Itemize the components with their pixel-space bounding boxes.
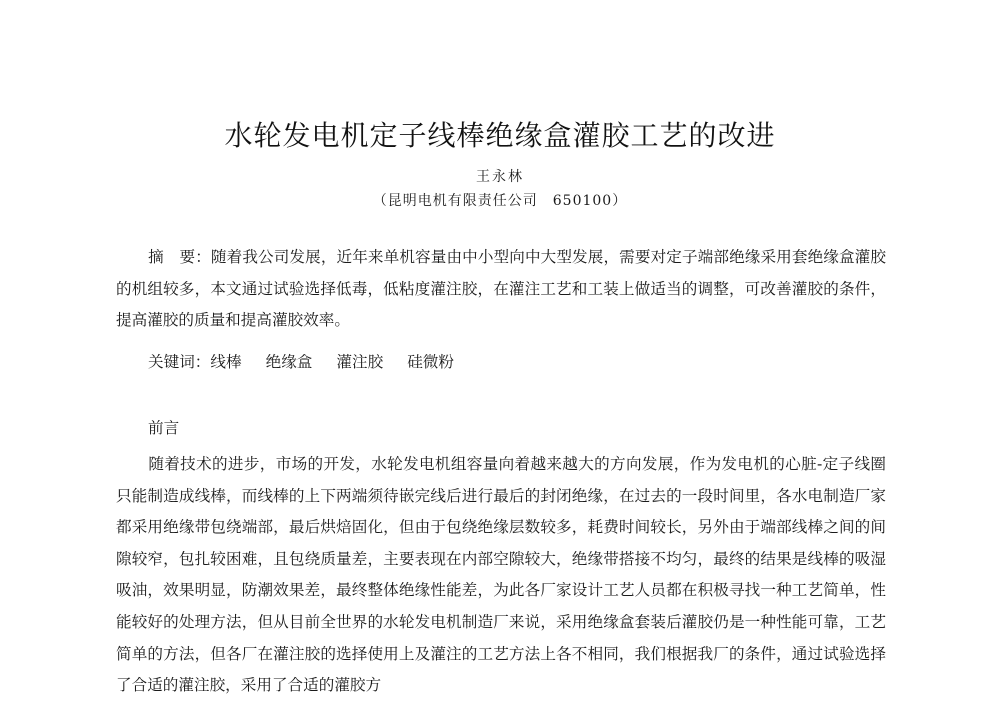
paper-title: 水轮发电机定子线棒绝缘盒灌胶工艺的改进 [224,119,776,152]
keyword-item: 绝缘盒 [265,353,313,371]
keywords-label: 关键词： [148,353,211,371]
keyword-item: 线棒 [210,353,242,371]
abstract [116,242,886,337]
author-name: 王永林 [476,169,524,185]
body-text: 随着技术的进步，市场的开发，水轮发电机组容量向着越来越大的方向发展，作为发电机的心脏-定子线圈只能制造成线棒，而线棒的上下两端须待嵌完线后进行最后的封闭绝缘，在过去的一段时间里，各水电制造厂家都采用绝缘带包绕端部，最后烘焙固化，但由于包绕绝缘层数较多，耗费时间较长，另外由于端部线棒之间的间隙较窄，包扎较困难，且包绕质量差，主要表现在内部空隙较大，绝缘带搭接不均匀，最终的结果是线棒的吸湿吸油，效果明显，防潮效果差，最终整体绝缘性能差，为此各厂家设计工艺人员都在积极寻找一种工艺简单，性能较好的处理方法，但从目前全世界的水轮发电机制造厂来说，采用绝缘盒套装后灌胶仍是一种性能可靠，工艺简单的方法，但各厂在灌注胶的选择使用上及灌注的工艺方法上各不相同，我们根据我厂的条件，通过试验选择了合适的灌注胶，采用了合适的灌胶方 [116,455,886,695]
abstract-label: 摘 要： [148,248,211,266]
keyword-item: 硅微粉 [407,353,454,371]
section-heading: 前言 [148,419,180,437]
keyword-item: 灌注胶 [336,353,384,371]
author-affiliation: （昆明电机有限责任公司 650100） [372,193,628,209]
keywords [148,347,454,379]
abstract-text: 随着我公司发展，近年来单机容量由中小型向中大型发展，需要对定子端部绝缘采用套绝缘盒灌胶的机组较多，本文通过试验选择低毒，低粘度灌注胶，在灌注工艺和工装上做适当的调整，可改善灌胶的条件，提高灌胶的质量和提高灌胶效率。 [116,248,886,330]
body-paragraph [116,449,886,702]
